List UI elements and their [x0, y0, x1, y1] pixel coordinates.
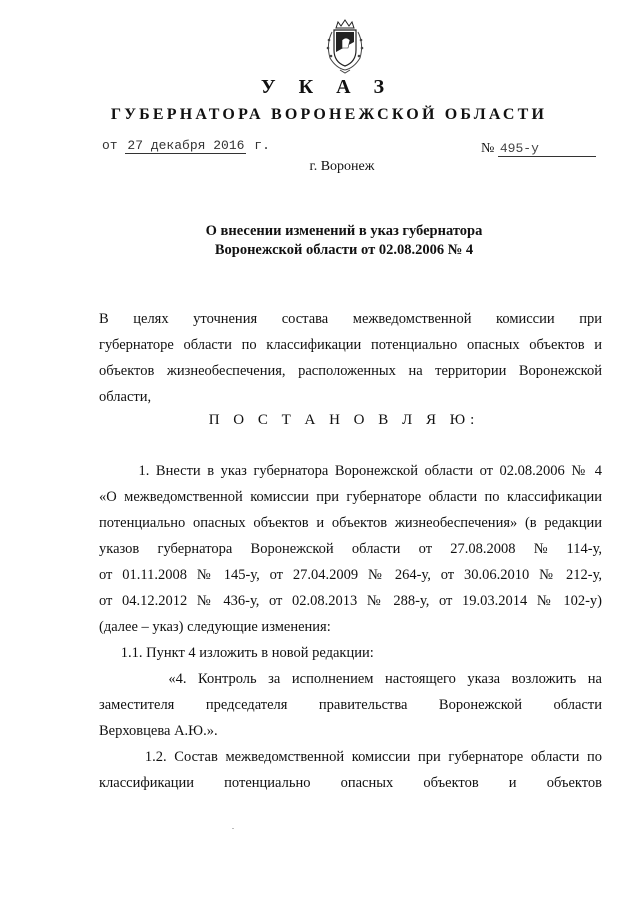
decree-word: П О С Т А Н О В Л Я Ю:	[208, 412, 480, 428]
text-line: от 04.12.2012 № 436-у, от 02.08.2013 № 288-у, от 19.03.2014 № 102-у)	[99, 593, 602, 609]
date-prefix: от	[102, 138, 118, 153]
text-line: указов губернатора Воронежской области от 27.08.2008 № 114-у,	[99, 541, 602, 557]
document-heading	[0, 222, 640, 260]
document-issuer: ГУБЕРНАТОРА ВОРОНЕЖСКОЙ ОБЛАСТИ	[110, 106, 548, 123]
text-line: от 01.11.2008 № 145-у, от 27.04.2009 № 264-у, от 30.06.2010 № 212-у,	[99, 567, 602, 583]
heading-line: О внесении изменений в указ губернатора	[205, 223, 483, 239]
text-line: 1.2. Состав межведомственной комиссии при губернаторе области по	[99, 749, 602, 765]
preamble-paragraph	[99, 306, 602, 410]
text-line: В целях уточнения состава межведомственной комиссии при	[99, 311, 602, 327]
text-line: «О межведомственной комиссии при губернаторе области по классификации	[99, 489, 602, 505]
date-value: 27 декабря 2016	[127, 138, 245, 153]
decree-items	[99, 458, 602, 796]
text-line: «4. Контроль за исполнением настоящего указа возложить на	[99, 671, 602, 687]
heading-line: Воронежской области от 02.08.2006 № 4	[214, 242, 474, 258]
number-prefix: №	[481, 141, 495, 156]
text-line: Верховцева А.Ю.».	[99, 723, 218, 739]
text-line: заместителя председателя правительства Воронежской области	[99, 697, 602, 713]
scan-artifact	[232, 828, 234, 829]
text-line: (далее – указ) следующие изменения:	[99, 619, 331, 635]
text-line: 1. Внести в указ губернатора Воронежской области от 02.08.2006 № 4	[99, 463, 602, 479]
coat-of-arms-emblem	[322, 18, 368, 74]
text-line: классификации потенциально опасных объектов и объектов	[99, 775, 602, 791]
text-line: 1.1. Пункт 4 изложить в новой редакции:	[99, 645, 374, 661]
document-date	[102, 138, 270, 154]
text-line: губернаторе области по классификации потенциально опасных объектов и	[99, 337, 602, 353]
document-city: г. Воронеж	[309, 159, 375, 174]
text-line: области,	[99, 389, 152, 405]
number-value: 495-у	[498, 141, 596, 157]
document-number	[481, 141, 596, 157]
text-line: потенциально опасных объектов и объектов жизнеобеспечения» (в редакции	[99, 515, 602, 531]
text-line: объектов жизнеобеспечения, расположенных на территории Воронежской	[99, 363, 602, 379]
date-suffix: г.	[254, 138, 270, 153]
document-title: У К А З	[260, 76, 394, 98]
